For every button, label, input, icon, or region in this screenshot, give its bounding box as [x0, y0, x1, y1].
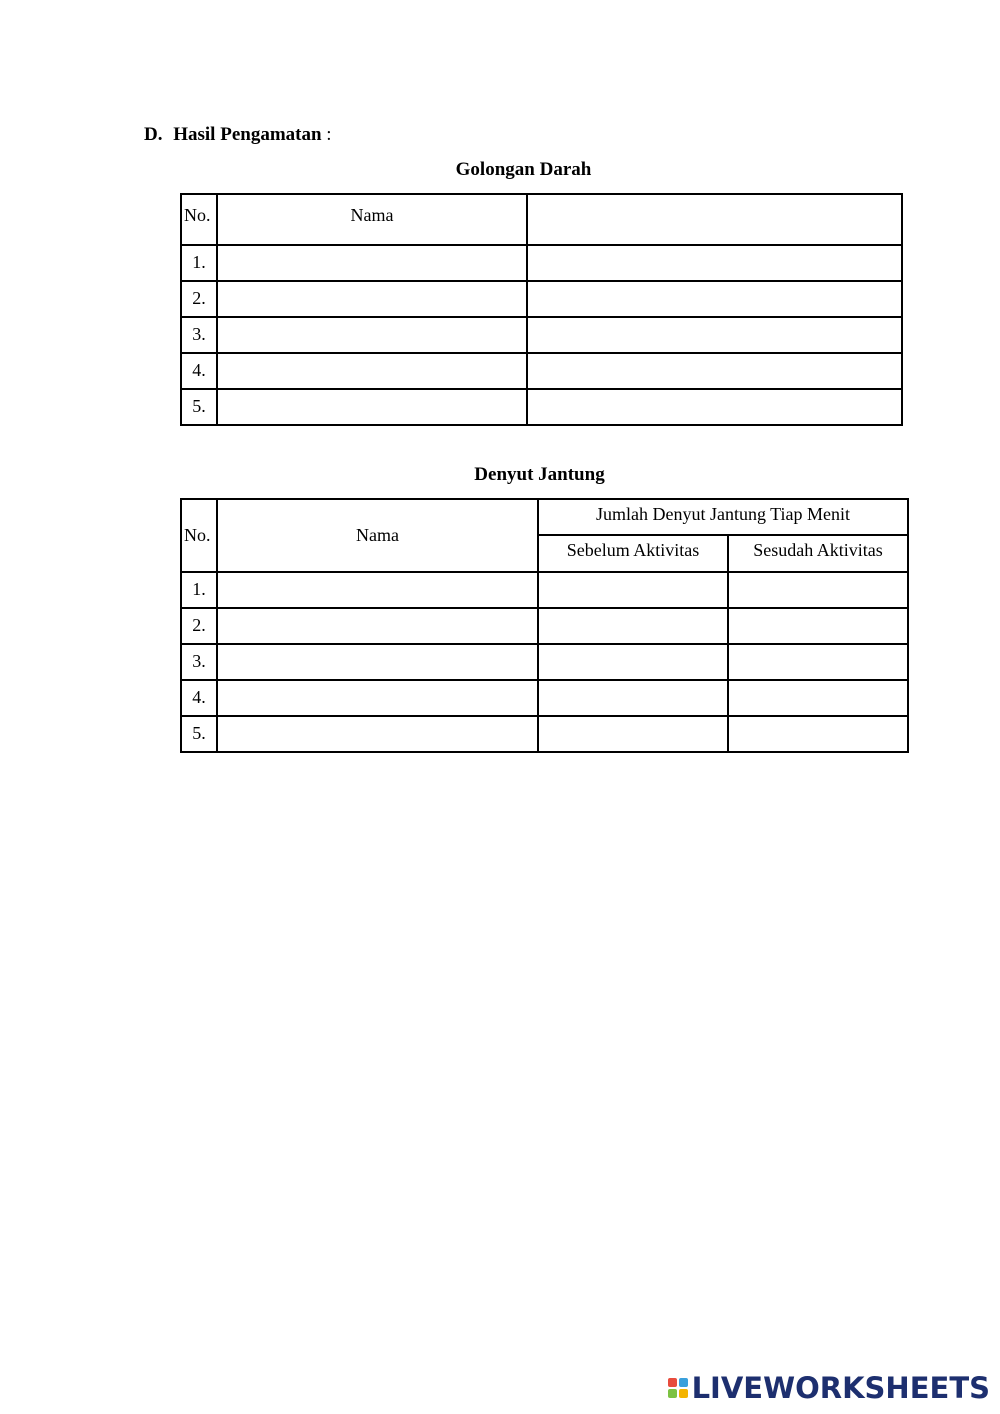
cell-nama[interactable] — [217, 353, 527, 389]
section-suffix: : — [321, 124, 332, 145]
logo-square — [679, 1378, 688, 1387]
col-header-blank — [527, 194, 902, 245]
logo-grid-icon — [668, 1378, 688, 1398]
table-row — [181, 572, 908, 608]
cell-nama[interactable] — [217, 644, 538, 680]
table-row — [181, 317, 902, 353]
cell-after[interactable] — [728, 644, 908, 680]
row-number: 5. — [181, 389, 217, 425]
cell-after[interactable] — [728, 608, 908, 644]
cell-nama[interactable] — [217, 680, 538, 716]
blood-type-table — [180, 193, 903, 426]
col-header-before: Sebelum Aktivitas — [538, 535, 728, 572]
cell-after[interactable] — [728, 572, 908, 608]
row-number: 2. — [181, 608, 217, 644]
table-row — [181, 353, 902, 389]
row-number: 3. — [181, 644, 217, 680]
logo-square — [679, 1389, 688, 1398]
cell-nama[interactable] — [217, 608, 538, 644]
table-row — [181, 389, 902, 425]
table-row — [181, 608, 908, 644]
row-number: 1. — [181, 245, 217, 281]
section-heading — [144, 124, 332, 146]
cell-golongan[interactable] — [527, 281, 902, 317]
row-number: 4. — [181, 353, 217, 389]
cell-before[interactable] — [538, 644, 728, 680]
row-number: 3. — [181, 317, 217, 353]
cell-golongan[interactable] — [527, 389, 902, 425]
liveworksheets-logo — [668, 1370, 990, 1406]
cell-golongan[interactable] — [527, 245, 902, 281]
cell-golongan[interactable] — [527, 353, 902, 389]
table-row — [181, 716, 908, 752]
row-number: 4. — [181, 680, 217, 716]
section-title: Hasil Pengamatan — [173, 124, 322, 145]
cell-after[interactable] — [728, 716, 908, 752]
col-header-after: Sesudah Aktivitas — [728, 535, 908, 572]
cell-nama[interactable] — [217, 245, 527, 281]
logo-square — [668, 1389, 677, 1398]
cell-golongan[interactable] — [527, 317, 902, 353]
table1-caption: Golongan Darah — [455, 159, 592, 180]
cell-nama[interactable] — [217, 716, 538, 752]
col-header-no: No. — [181, 194, 217, 245]
table-row — [181, 281, 902, 317]
table-row — [181, 644, 908, 680]
col-header-nama: Nama — [217, 499, 538, 572]
heart-rate-table — [180, 498, 909, 753]
row-number: 2. — [181, 281, 217, 317]
logo-text: LIVEWORKSHEETS — [691, 1371, 990, 1405]
cell-before[interactable] — [538, 716, 728, 752]
section-letter: D. — [144, 124, 163, 145]
logo-square — [668, 1378, 677, 1387]
table-header-row — [181, 194, 902, 245]
col-header-group: Jumlah Denyut Jantung Tiap Menit — [538, 499, 908, 535]
table2-caption: Denyut Jantung — [474, 464, 605, 485]
row-number: 1. — [181, 572, 217, 608]
table-row — [181, 680, 908, 716]
col-header-nama: Nama — [217, 194, 527, 245]
cell-before[interactable] — [538, 680, 728, 716]
cell-after[interactable] — [728, 680, 908, 716]
col-header-no: No. — [181, 499, 217, 572]
cell-before[interactable] — [538, 572, 728, 608]
cell-nama[interactable] — [217, 389, 527, 425]
table-header-row — [181, 499, 908, 535]
cell-nama[interactable] — [217, 572, 538, 608]
cell-nama[interactable] — [217, 281, 527, 317]
cell-before[interactable] — [538, 608, 728, 644]
table-row — [181, 245, 902, 281]
cell-nama[interactable] — [217, 317, 527, 353]
row-number: 5. — [181, 716, 217, 752]
